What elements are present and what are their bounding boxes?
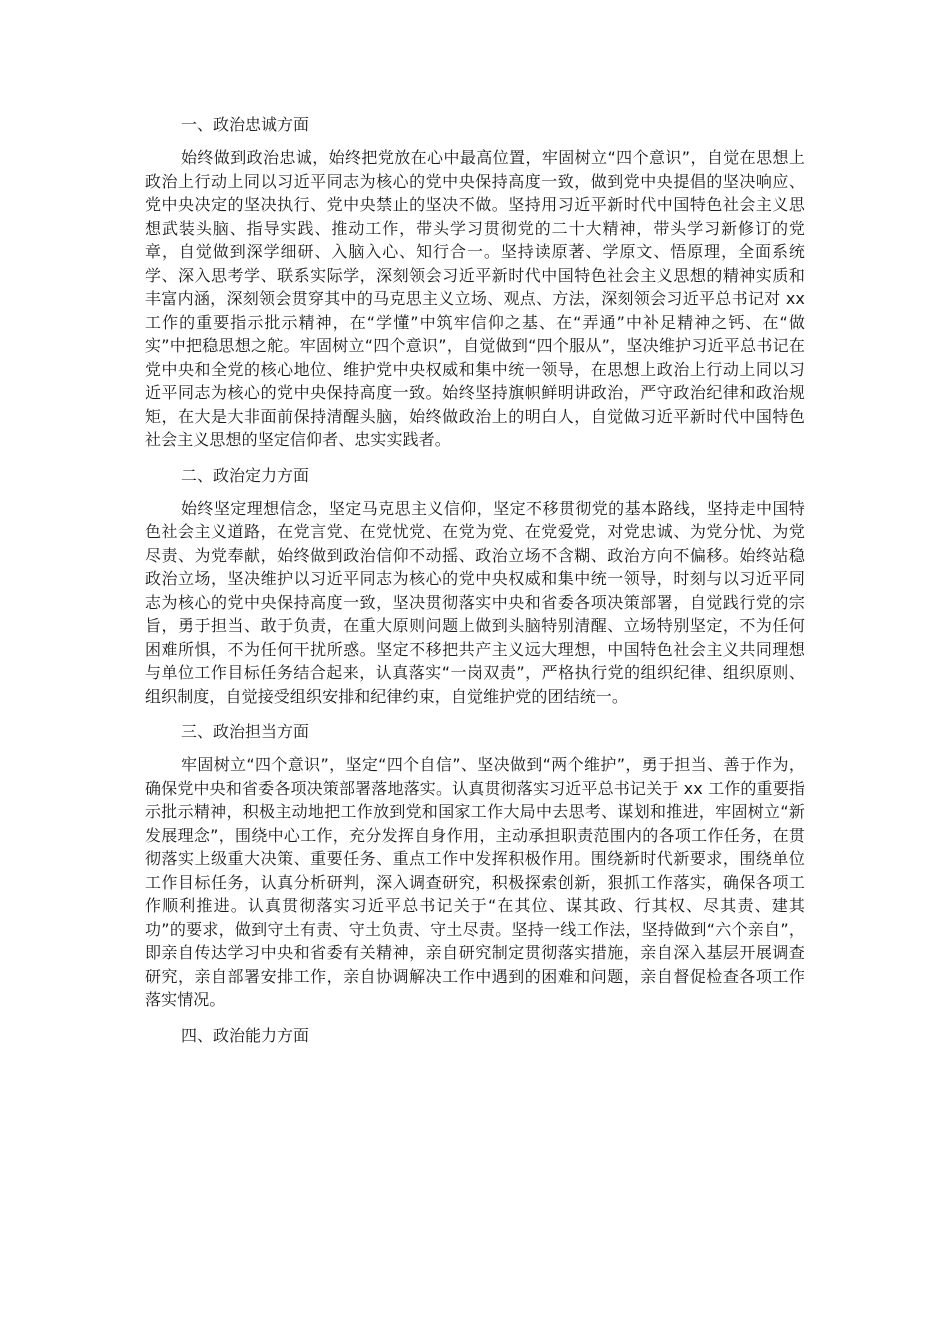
section-heading: 一、政治忠诚方面 bbox=[181, 115, 310, 134]
section-paragraph: 牢固树立“四个意识”，坚定“四个自信”、坚决做到“两个维护”，勇于担当、善于作为，确保党中央和省委各项决策部署落地落实。认真贯彻落实习近平总书记关于 xx 工作的重要指示批示精神，积极主动地把工作放到党和国家工作大局中去思考、谋划和推进，牢固树立“新发展理念”，围绕中心工作，充分发挥自身作用，主动承担职责范围内的各项工作任务，在贯彻落实上级重大决策、重要任务、重点工作中发挥积极作用。围绕新时代新要求，围绕单位工作目标任务，认真分析研判，深入调查研究，积极探索创新，狠抓工作落实，确保各项工作顺利推进。认真贯彻落实习近平总书记关于“在其位、谋其政、行其权、尽其责、建其功”的要求，做到守土有责、守土负责、守土尽责。坚持一线工作法，坚持做到“六个亲自”，即亲自传达学习中央和省委有关精神，亲自研究制定贯彻落实措施，亲自深入基层开展调查研究，亲自部署安排工作，亲自协调解决工作中遇到的困难和问题，亲自督促检查各项工作落实情况。 bbox=[145, 755, 805, 1009]
section-paragraph: 始终做到政治忠诚，始终把党放在心中最高位置，牢固树立“四个意识”，自觉在思想上政治上行动上同以习近平同志为核心的党中央保持高度一致，做到党中央提倡的坚决响应、党中央决定的坚决执行、党中央禁止的坚决不做。坚持用习近平新时代中国特色社会主义思想武装头脑、指导实践、推动工作，带头学习贯彻党的二十大精神，带头学习新修订的党章，自觉做到深学细研、入脑入心、知行合一。坚持读原著、学原文、悟原理，全面系统学、深入思考学、联系实际学，深刻领会习近平新时代中国特色社会主义思想的精神实质和丰富内涵，深刻领会贯穿其中的马克思主义立场、观点、方法，深刻领会习近平总书记对 xx 工作的重要指示批示精神，在“学懂”中筑牢信仰之基、在“弄通”中补足精神之钙、在“做实”中把稳思想之舵。牢固树立“四个意识”，自觉做到“四个服从”，坚决维护习近平总书记在党中央和全党的核心地位、维护党中央权威和集中统一领导，在思想上政治上行动上同以习近平同志为核心的党中央保持高度一致。始终坚持旗帜鲜明讲政治，严守政治纪律和政治规矩，在大是大非面前保持清醒头脑，始终做政治上的明白人，自觉做习近平新时代中国特色社会主义思想的坚定信仰者、忠实实践者。 bbox=[145, 148, 805, 449]
document-page bbox=[145, 112, 805, 1057]
section-paragraph: 始终坚定理想信念，坚定马克思主义信仰，坚定不移贯彻党的基本路线，坚持走中国特色社会主义道路，在党言党、在党忧党、在党为党、在党爱党，对党忠诚、为党分忧、为党尽责、为党奉献，始终做到政治信仰不动摇、政治立场不含糊、政治方向不偏移。始终站稳政治立场，坚决维护以习近平同志为核心的党中央权威和集中统一领导，时刻与以习近平同志为核心的党中央保持高度一致，坚决贯彻落实中央和省委各项决策部署，自觉践行党的宗旨，勇于担当、敢于负责，在重大原则问题上做到头脑特别清醒、立场特别坚定，不为任何困难所惧，不为任何干扰所惑。坚定不移把共产主义远大理想，中国特色社会主义共同理想与单位工作目标任务结合起来，认真落实“一岗双责”，严格执行党的组织纪律、组织原则、组织制度，自觉接受组织安排和纪律约束，自觉维护党的团结统一。 bbox=[145, 498, 805, 706]
section-heading: 四、政治能力方面 bbox=[181, 1025, 310, 1045]
section-political-resolve bbox=[145, 463, 805, 709]
section-heading: 二、政治定力方面 bbox=[181, 465, 310, 485]
section-political-loyalty bbox=[145, 112, 805, 452]
section-political-ability bbox=[145, 1023, 805, 1048]
section-political-responsibility bbox=[145, 719, 805, 1012]
section-heading: 三、政治担当方面 bbox=[181, 722, 310, 741]
